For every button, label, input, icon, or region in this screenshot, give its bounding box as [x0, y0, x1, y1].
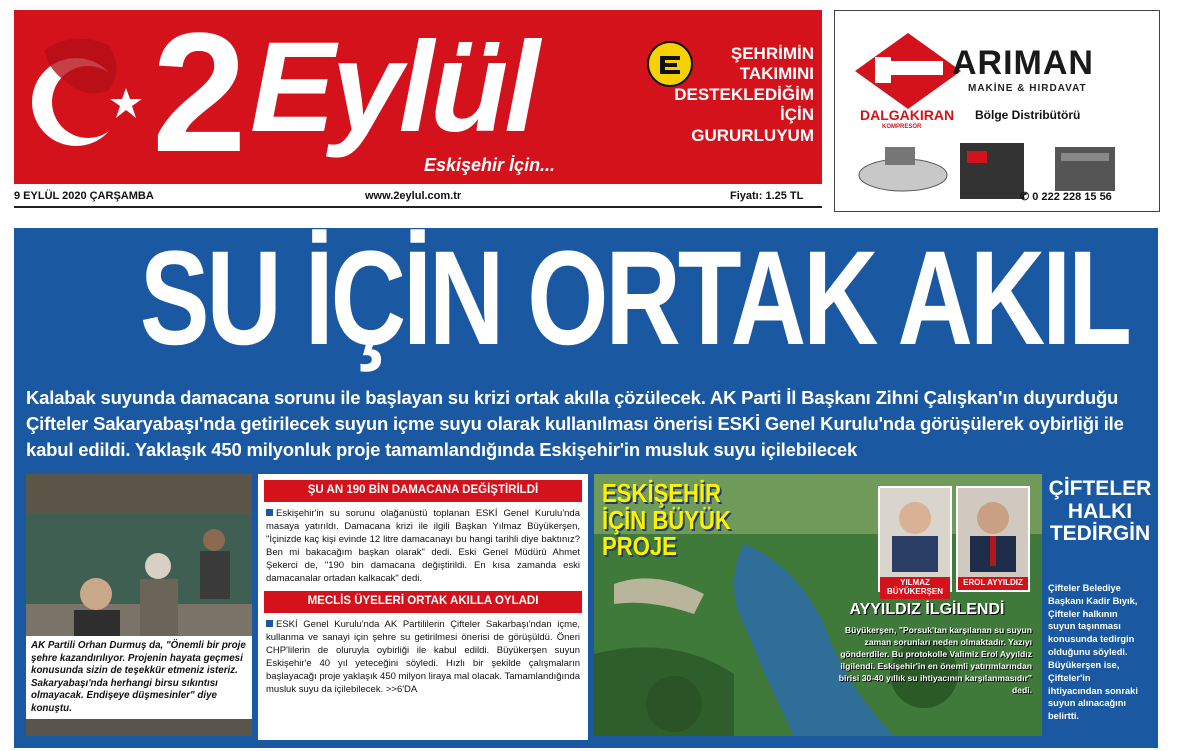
issue-date: 9 EYLÜL 2020 ÇARŞAMBA — [14, 190, 154, 202]
portrait-label: EROL AYYILDIZ — [958, 577, 1028, 590]
headline-deck: Kalabak suyunda damacana sorunu ile başlayan su krizi ortak akılla çözülecek. AK Parti İl Başkanı Zihni Çalışkan'ın duyurduğu Çifteler Sakaryabaşı'nda getirilecek suyun içme suyu olarak kullanılması önerisi ESKİ Genel Kurulu'nda görüşülerek oybirliği ile kabul edildi. Yaklaşık 450 milyonluk proje tamamlandığında Eskişehir'in musluk suyu içilebilecek — [26, 387, 1124, 460]
photo-caption: AK Partili Orhan Durmuş da, "Önemli bir proje şehre kazandırılıyor. Projenin hayata geçmesi konusunda sizin de teşekkür etmeniz isteriz. Sakaryabaşı'nda herhangi birsu sıkıntısı olmayacak. Endişeye düşmesinler" diye konuştu. — [26, 636, 252, 719]
right-story-text: Çifteler Belediye Başkanı Kadir Bıyık, Çifteler halkının suyun taşınması konusunda tedirgin olduğunu söyledi. Büyükerşen ise, Çifteler'in ihtiyacından sonraki suyun alınacağını belirtti. — [1048, 583, 1138, 722]
bullet-square-icon — [266, 509, 273, 516]
website-link[interactable]: www.2eylul.com.tr — [365, 190, 462, 202]
ad-phone — [1020, 192, 1112, 203]
right-headline-line: ÇİFTELER — [1048, 477, 1152, 500]
ad-dealer-small: KOMPRESÖR — [882, 124, 922, 130]
portrait-yilmaz-buyukersen[interactable] — [878, 486, 952, 596]
ad-dealer-brand: DALGAKIRAN — [860, 107, 955, 123]
phone-icon: ✆ — [1020, 191, 1033, 203]
news-paragraph — [266, 507, 580, 586]
main-headline[interactable]: SU İÇİN ORTAK AKIL — [139, 224, 1129, 373]
support-line: TAKIMINI — [739, 64, 814, 84]
support-line: DESTEKLEDİĞİM — [674, 84, 814, 104]
ariman-logo-icon — [853, 31, 963, 111]
ad-dealer-text: Bölge Distribütörü — [975, 108, 1081, 122]
support-line: İÇİN — [780, 105, 814, 125]
news-paragraph-text: ESKİ Genel Kurulu'nda AK Partililerin Çifteler Sakarbaşı'ndan içme, kullanma ve sanayi için şehre su getirilmesi önerisi de görüşüldü. Öneri CHP'lilerin de oluruyla oybirliği ile kabul edildi. Büyükerşen suyun Eskişehir'e 40 yıl yeteceğini söyledi. Hızlı bir şekilde çalışmaların başlayacağı proje yaklaşık 450 milyon liraya mal olacak. Tamamlandığında musluk suyu da içilebilecek. >>6'DA — [266, 618, 581, 696]
section-header: MECLİS ÜYELERİ ORTAK AKILLA OYLADI — [264, 591, 582, 613]
ad-brand-name: ARIMAN — [952, 44, 1094, 82]
ad-subtitle: MAKİNE & HIRDAVAT — [968, 83, 1087, 94]
logo-number: 2 — [152, 10, 239, 184]
ad-phone-number: 0 222 228 15 56 — [1032, 191, 1112, 203]
bullet-square-icon — [266, 620, 273, 627]
support-line: ŞEHRİMİN — [730, 44, 814, 63]
support-line: GURURLUYUM — [691, 125, 814, 145]
sub-headline: AYYILDIZ İLGİLENDİ — [849, 601, 1005, 618]
section-header: ŞU AN 190 BİN DAMACANA DEĞİŞTİRİLDİ — [264, 480, 582, 502]
sakaryabasi-aerial-photo[interactable] — [594, 474, 1042, 736]
crescent-star-portrait-graphic — [14, 10, 164, 184]
news-paragraph-text: Eskişehir'in su sorunu olağanüstü toplanan ESKİ Genel Kurulu'nda masaya yatırıldı. Damacana krizi ile ilgili Başkan Yılmaz Büyükerşen, "İçinizde kaç kişi evinde 12 litre damacanayı bu hangi tarihli diye baktınız? Ben mi bakacağım başkan olarak" dedi. Eski Genel Müdürü Ahmet Şekerci de, "190 bin damacana değiştirildi. En kısa zamanda eski damacanalar ortadan kalkacak" dedi. — [266, 507, 580, 585]
divider — [14, 206, 822, 208]
photo-overlay-title — [602, 480, 731, 560]
overlay-title-line: ESKİŞEHİR — [602, 478, 722, 508]
middle-news-column — [258, 474, 588, 740]
logo-word: Eylül — [250, 16, 536, 159]
news-paragraph — [266, 618, 580, 697]
overlay-title-line: PROJE — [602, 531, 677, 562]
right-headline — [1048, 478, 1152, 546]
right-headline-line: HALKI — [1067, 499, 1133, 523]
right-headline-line: TEDİRGİN — [1049, 522, 1151, 546]
issue-price: Fiyatı: 1.25 TL — [730, 190, 804, 202]
portrait-erol-ayyildiz[interactable] — [956, 486, 1030, 592]
support-message — [654, 44, 814, 146]
portrait-label: YILMAZ BÜYÜKERŞEN — [880, 577, 950, 599]
masthead-banner — [14, 10, 822, 184]
overlay-title-line: İÇİN BÜYÜK — [602, 504, 731, 535]
logo-slogan: Eskişehir İçin... — [424, 155, 556, 175]
sub-story-text: Büyükerşen, "Porsuk'tan karşılanan su suyun zaman sorunları neden olmaktadır. Yazıyı gönderdiler. Bu protokolle Valimiz Erol Ayyıldız ilgilendi. Eskişehir'in en önemli yatırımlarından birisi 30-40 yıllık su ihtiyacının karşılanmasıdır" dedi. — [838, 625, 1032, 696]
